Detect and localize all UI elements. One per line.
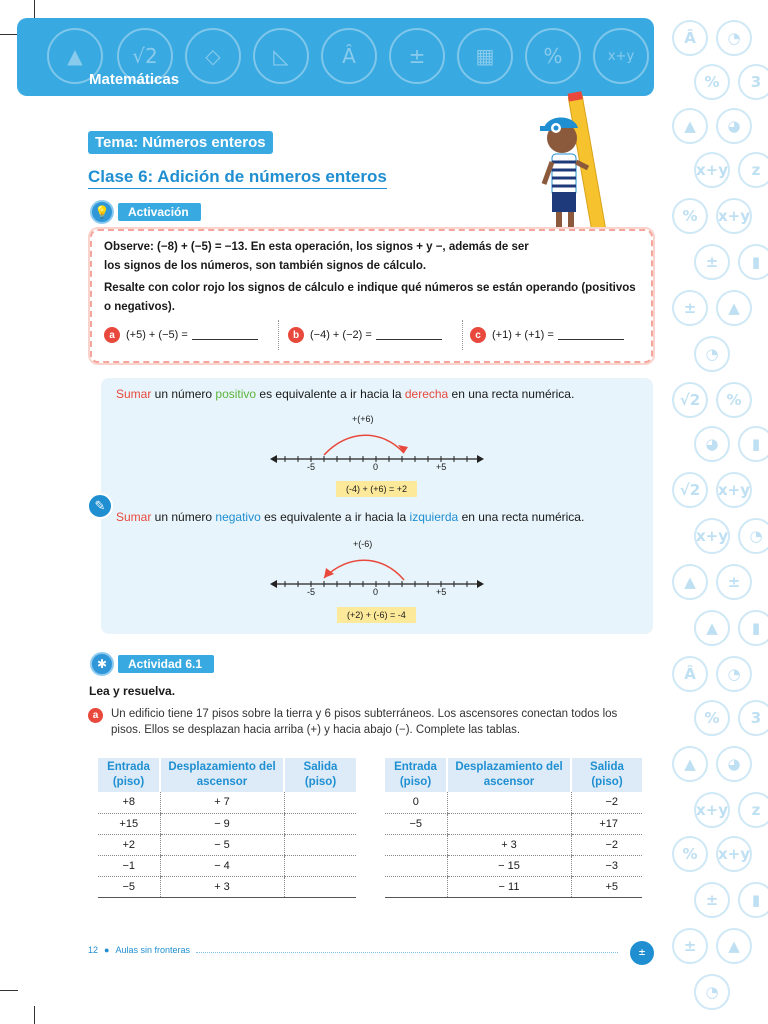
- table-cell: −5: [385, 813, 447, 834]
- bullet-icon: ●: [104, 945, 110, 955]
- problem-letter: a: [88, 708, 103, 723]
- table-cell: − 5: [160, 834, 284, 855]
- divider: [278, 320, 279, 350]
- table-row: [98, 855, 356, 876]
- elevator-table-2: [385, 758, 642, 898]
- exercise-expression: (+5) + (−5) =: [126, 329, 188, 341]
- class-title: Clase 6: Adición de números enteros: [88, 167, 387, 189]
- answer-blank[interactable]: [558, 330, 624, 340]
- cube-icon: ◇: [185, 28, 241, 84]
- divider: [462, 320, 463, 350]
- activation-line-4: o negativos).: [104, 301, 175, 313]
- table-cell: −5: [98, 876, 160, 897]
- table-cell: −2: [571, 834, 642, 855]
- table-cell: +15: [98, 813, 160, 834]
- table-cell: − 15: [447, 855, 571, 876]
- table-row: [385, 813, 642, 834]
- answer-cell[interactable]: [385, 876, 447, 897]
- activation-tag: [90, 200, 201, 224]
- table-cell: −1: [98, 855, 160, 876]
- operations-icon: ±: [389, 28, 445, 84]
- tick-label: +5: [436, 587, 447, 597]
- activation-line-3: Resalte con color rojo los signos de cálculo e indique qué números se están operando (positivos: [104, 282, 636, 294]
- square-root-icon: √2: [117, 28, 173, 84]
- table-cell: +5: [571, 876, 642, 897]
- percent-icon: %: [525, 28, 581, 84]
- result-positive: (-4) + (+6) = +2: [336, 481, 417, 497]
- table-row: [385, 834, 642, 855]
- lightbulb-icon: 💡: [90, 200, 114, 224]
- problem-text: Un edificio tiene 17 pisos sobre la tierra y 6 pisos subterráneos. Los ascensores conectan todos los pisos. Ellos se desplazan hacia arriba (+) y hacia abajo (−). Complete las tablas.: [111, 708, 618, 736]
- table-cell: +2: [98, 834, 160, 855]
- activity-tag: [90, 652, 214, 676]
- table-cell: + 7: [160, 792, 284, 813]
- table-row: [98, 813, 356, 834]
- header-desplazamiento: Desplazamiento del ascensor: [447, 758, 571, 792]
- arrow-label-positive: +(+6): [352, 414, 374, 424]
- header-salida: Salida (piso): [284, 758, 356, 792]
- arrow-label-negative: +(-6): [353, 539, 373, 549]
- table-row: [385, 855, 642, 876]
- exercise-letter: c: [470, 327, 486, 343]
- algebra-icon: x+y: [593, 28, 649, 84]
- answer-blank[interactable]: [376, 330, 442, 340]
- answer-cell[interactable]: [284, 834, 356, 855]
- exercise-c: [470, 327, 624, 343]
- rule-positive: Sumar un número positivo es equivalente a ir hacia la derecha en una recta numérica.: [116, 387, 575, 401]
- bar-chart-icon: ▲: [47, 28, 103, 84]
- tick-label: -5: [307, 462, 316, 472]
- crop-mark: [0, 990, 18, 991]
- answer-cell[interactable]: [447, 792, 571, 813]
- rule-negative: Sumar un número negativo es equivalente a ir hacia la izquierda en una recta numérica.: [116, 510, 585, 524]
- answer-cell[interactable]: [385, 834, 447, 855]
- page-footer: [88, 945, 190, 955]
- result-negative: (+2) + (-6) = -4: [337, 607, 416, 623]
- header-desplazamiento: Desplazamiento del ascensor: [160, 758, 284, 792]
- footer-dotted-line: [196, 952, 618, 953]
- tick-label: -5: [307, 587, 316, 597]
- pencil-icon: ✎: [87, 493, 113, 519]
- answer-blank[interactable]: [192, 330, 258, 340]
- answer-cell[interactable]: [284, 792, 356, 813]
- table-cell: − 9: [160, 813, 284, 834]
- crop-mark: [34, 1006, 35, 1024]
- table-row: [98, 876, 356, 897]
- book-title: Aulas sin fronteras: [115, 945, 190, 955]
- answer-cell[interactable]: [284, 876, 356, 897]
- answer-cell[interactable]: [385, 855, 447, 876]
- crop-mark: [0, 34, 18, 35]
- activation-label: Activación: [118, 203, 201, 221]
- header-salida: Salida (piso): [571, 758, 642, 792]
- table-row: [385, 876, 642, 897]
- exercise-letter: a: [104, 327, 120, 343]
- decorative-math-icons: Â ◔ % 3 ▲ ◕ x+y z % x+y ± ▮ ± ▲ ◔ √2 % ◕ ▮ √2 x+y x+y ◔ ▲ ± ▲ ▮ Â ◔ % 3 ▲ ◕ x+y z % x+y ± ▮ ± ▲ ◔: [666, 0, 768, 1024]
- answer-cell[interactable]: [284, 855, 356, 876]
- triangle-ruler-icon: ◺: [253, 28, 309, 84]
- elevator-table-1: [98, 758, 356, 898]
- exercise-expression: (+1) + (+1) =: [492, 329, 554, 341]
- tick-label: 0: [373, 462, 379, 472]
- answer-cell[interactable]: [284, 813, 356, 834]
- answer-cell[interactable]: [447, 813, 571, 834]
- table-cell: −2: [571, 792, 642, 813]
- activation-line-2: los signos de los números, son también signos de cálculo.: [104, 260, 427, 272]
- instruction: Lea y resuelva.: [89, 684, 176, 698]
- table-cell: + 3: [447, 834, 571, 855]
- table-cell: − 11: [447, 876, 571, 897]
- math-operations-icon: ±: [630, 941, 654, 965]
- gear-star-icon: ✱: [90, 652, 114, 676]
- tick-label: 0: [373, 587, 379, 597]
- subject-title: Matemáticas: [89, 71, 180, 88]
- exercise-expression: (−4) + (−2) =: [310, 329, 372, 341]
- compass-icon: Â: [321, 28, 377, 84]
- calculator-icon: ▦: [457, 28, 513, 84]
- table-row: [98, 834, 356, 855]
- table-cell: + 3: [160, 876, 284, 897]
- exercise-a: [104, 327, 258, 343]
- topic-label: Tema: Números enteros: [88, 131, 273, 154]
- table-cell: − 4: [160, 855, 284, 876]
- crop-mark: [34, 0, 35, 18]
- table-cell: 0: [385, 792, 447, 813]
- tick-label: +5: [436, 462, 447, 472]
- table-cell: +17: [571, 813, 642, 834]
- table-row: [98, 792, 356, 813]
- page-number: 12: [88, 945, 99, 955]
- exercise-letter: b: [288, 327, 304, 343]
- table-cell: +8: [98, 792, 160, 813]
- exercise-b: [288, 327, 442, 343]
- header-entrada: Entrada (piso): [98, 758, 160, 792]
- table-row: [385, 792, 642, 813]
- activation-line-1: Observe: (−8) + (−5) = −13. En esta operación, los signos + y −, además de ser: [104, 241, 529, 253]
- header-entrada: Entrada (piso): [385, 758, 447, 792]
- activity-label: Actividad 6.1: [118, 655, 214, 673]
- table-cell: −3: [571, 855, 642, 876]
